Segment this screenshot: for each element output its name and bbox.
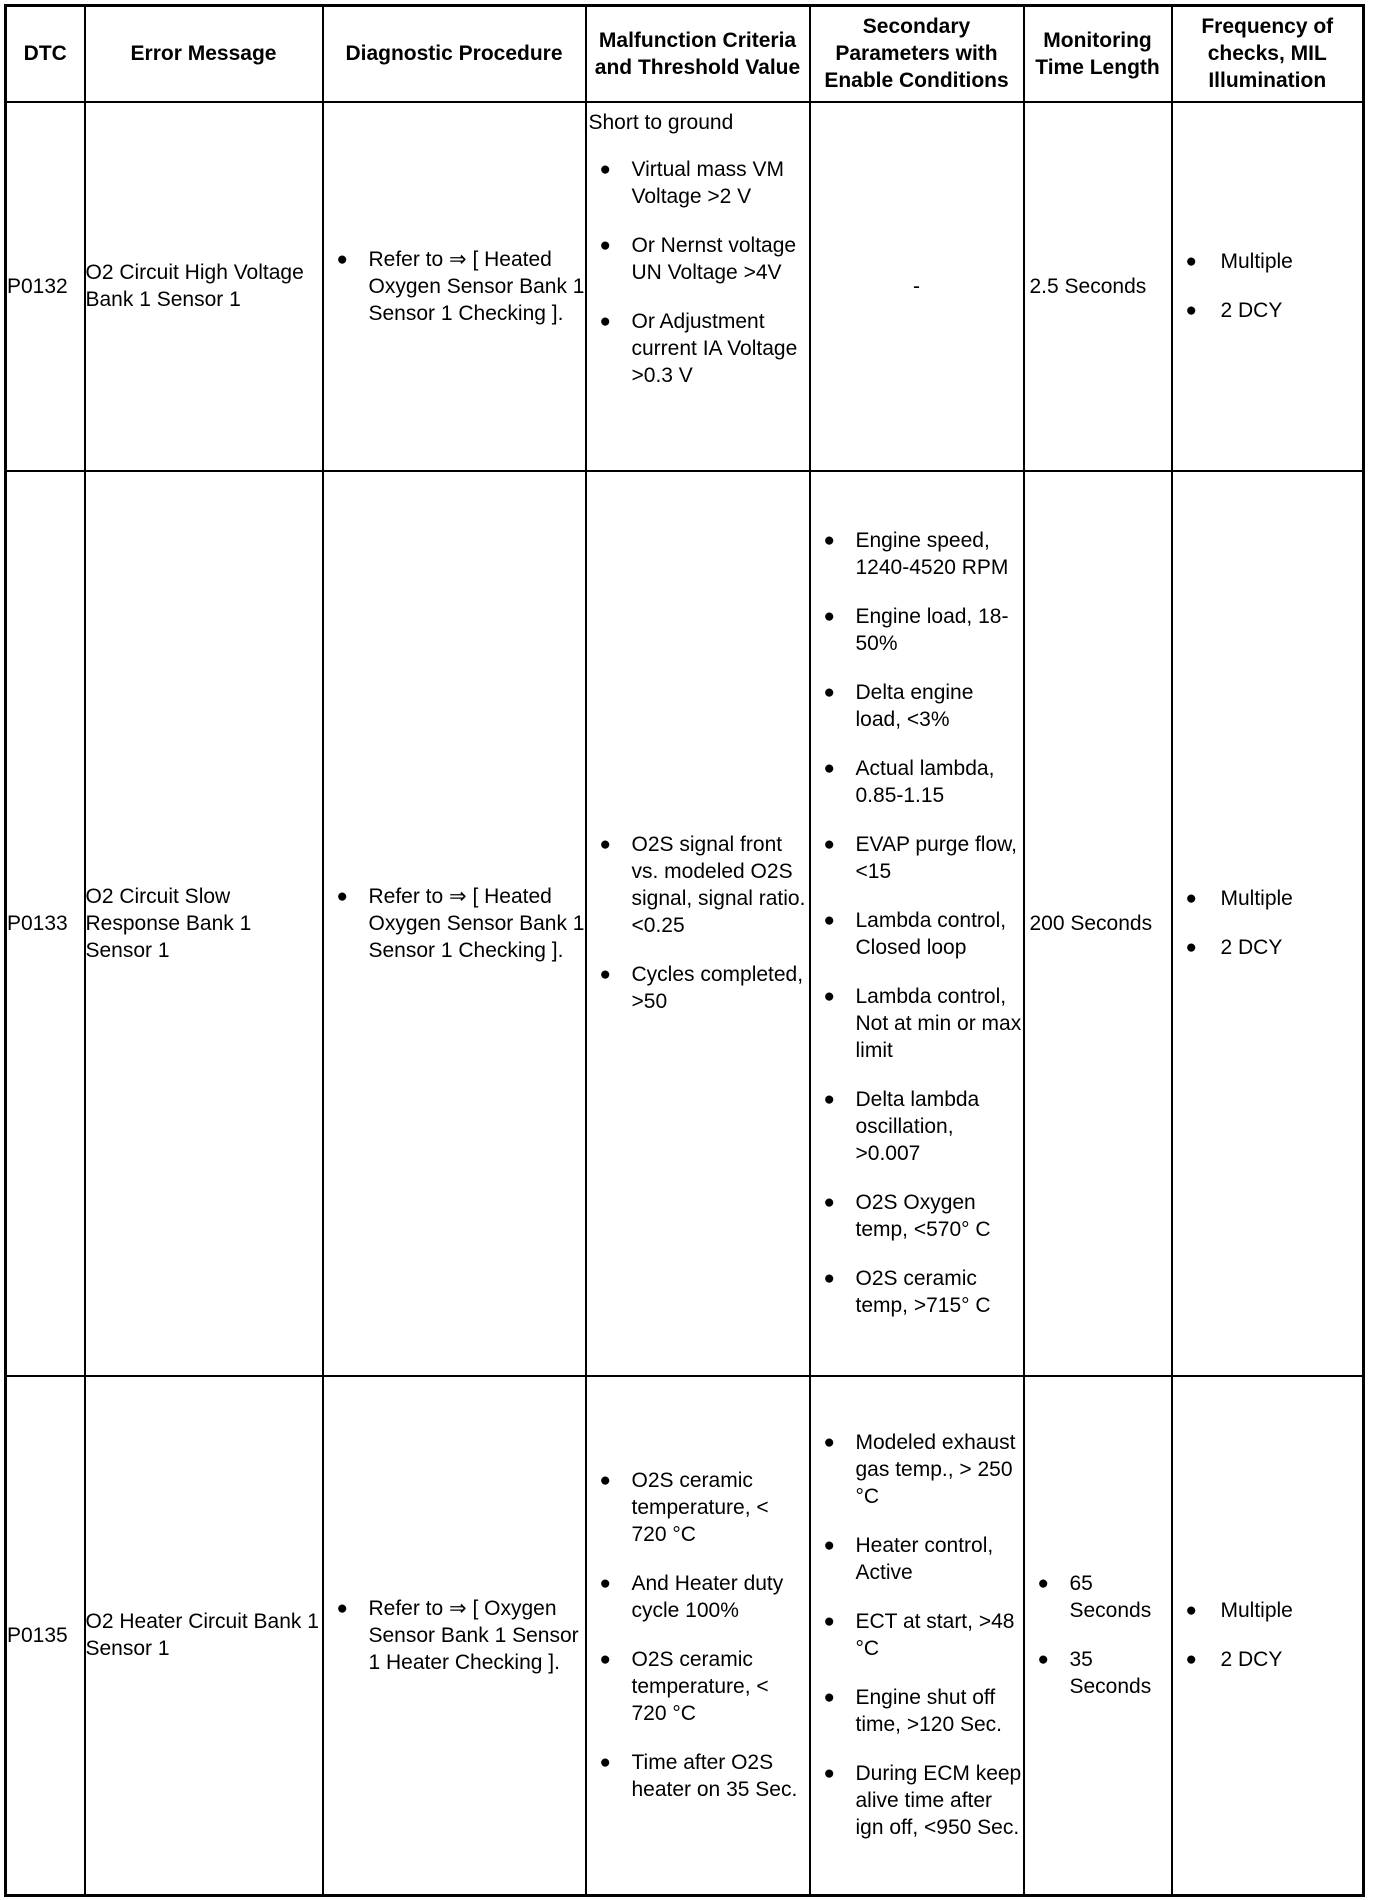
list-item: ● Multiple xyxy=(1173,885,1363,912)
table-row xyxy=(6,1376,1364,1896)
dtc-table xyxy=(4,4,1365,1897)
list-item: ● Engine shut off time, >120 Sec. xyxy=(811,1684,1023,1738)
monitoring-time xyxy=(1024,1376,1172,1896)
list-item: ● Time after O2S heater on 35 Sec. xyxy=(587,1749,809,1803)
header-error-message: Error Message xyxy=(85,6,323,102)
malfunction-criteria xyxy=(586,471,810,1376)
table-row xyxy=(6,102,1364,471)
criteria-intro: Short to ground xyxy=(588,110,734,134)
list-item: ● Engine load, 18-50% xyxy=(811,603,1023,657)
list-item: ● O2S signal front vs. modeled O2S signal, signal ratio. <0.25 xyxy=(587,831,809,939)
list-item: ● O2S ceramic temp, >715° C xyxy=(811,1265,1023,1319)
list-item: ● Refer to ⇒ [ Heated Oxygen Sensor Bank 1 Sensor 1 Checking ]. xyxy=(324,883,585,964)
list-item: ● And Heater duty cycle 100% xyxy=(587,1570,809,1624)
list-item: ● 2 DCY xyxy=(1173,1646,1363,1673)
list-item: ● Virtual mass VM Voltage >2 V xyxy=(587,156,809,210)
table-row xyxy=(6,471,1364,1376)
malfunction-criteria xyxy=(586,1376,810,1896)
list-item: ● Refer to ⇒ [ Heated Oxygen Sensor Bank 1 Sensor 1 Checking ]. xyxy=(324,246,585,327)
dtc-code: P0135 xyxy=(6,1376,85,1896)
list-item: ● Actual lambda, 0.85-1.15 xyxy=(811,755,1023,809)
diagnostic-procedure xyxy=(323,471,586,1376)
header-monitoring-time: Monitoring Time Length xyxy=(1024,6,1172,102)
error-message: O2 Circuit High Voltage Bank 1 Sensor 1 xyxy=(85,102,323,471)
list-item: ● Heater control, Active xyxy=(811,1532,1023,1586)
list-item: ● Cycles completed, >50 xyxy=(587,961,809,1015)
list-item: ● O2S ceramic temperature, < 720 °C xyxy=(587,1646,809,1727)
list-item: ● Or Nernst voltage UN Voltage >4V xyxy=(587,232,809,286)
header-dtc: DTC xyxy=(6,6,85,102)
list-item: ● Engine speed, 1240-4520 RPM xyxy=(811,527,1023,581)
list-item: ● EVAP purge flow, <15 xyxy=(811,831,1023,885)
diagnostic-procedure xyxy=(323,1376,586,1896)
header-malfunction-criteria: Malfunction Criteria and Threshold Value xyxy=(586,6,810,102)
list-item: ● ECT at start, >48 °C xyxy=(811,1608,1023,1662)
list-item: ● O2S ceramic temperature, < 720 °C xyxy=(587,1467,809,1548)
frequency xyxy=(1172,102,1364,471)
header-diagnostic-procedure: Diagnostic Procedure xyxy=(323,6,586,102)
malfunction-criteria xyxy=(586,102,810,471)
frequency xyxy=(1172,471,1364,1376)
list-item: ● Delta lambda oscillation, >0.007 xyxy=(811,1086,1023,1167)
list-item: ● Or Adjustment current IA Voltage >0.3 V xyxy=(587,308,809,389)
error-message: O2 Circuit Slow Response Bank 1 Sensor 1 xyxy=(85,471,323,1376)
header-frequency: Frequency of checks, MIL Illumination xyxy=(1172,6,1364,102)
list-item: ● Lambda control, Closed loop xyxy=(811,907,1023,961)
header-row xyxy=(6,6,1364,102)
error-message: O2 Heater Circuit Bank 1 Sensor 1 xyxy=(85,1376,323,1896)
list-item: ● 2 DCY xyxy=(1173,934,1363,961)
secondary-parameters: - xyxy=(810,102,1024,471)
list-item: ● O2S Oxygen temp, <570° C xyxy=(811,1189,1023,1243)
secondary-parameters xyxy=(810,1376,1024,1896)
diagnostic-procedure xyxy=(323,102,586,471)
list-item: ● 35 Seconds xyxy=(1025,1646,1171,1700)
monitoring-time: 200 Seconds xyxy=(1024,471,1172,1376)
list-item: ● Refer to ⇒ [ Oxygen Sensor Bank 1 Sensor 1 Heater Checking ]. xyxy=(324,1595,585,1676)
list-item: ● 2 DCY xyxy=(1173,297,1363,324)
list-item: ● Modeled exhaust gas temp., > 250 °C xyxy=(811,1429,1023,1510)
frequency xyxy=(1172,1376,1364,1896)
list-item: ● Multiple xyxy=(1173,1597,1363,1624)
list-item: ● Delta engine load, <3% xyxy=(811,679,1023,733)
dtc-code: P0132 xyxy=(6,102,85,471)
header-secondary-parameters: Secondary Parameters with Enable Conditions xyxy=(810,6,1024,102)
secondary-parameters xyxy=(810,471,1024,1376)
list-item: ● 65 Seconds xyxy=(1025,1570,1171,1624)
dtc-code: P0133 xyxy=(6,471,85,1376)
monitoring-time: 2.5 Seconds xyxy=(1024,102,1172,471)
list-item: ● Lambda control, Not at min or max limit xyxy=(811,983,1023,1064)
list-item: ● During ECM keep alive time after ign off, <950 Sec. xyxy=(811,1760,1023,1841)
list-item: ● Multiple xyxy=(1173,248,1363,275)
